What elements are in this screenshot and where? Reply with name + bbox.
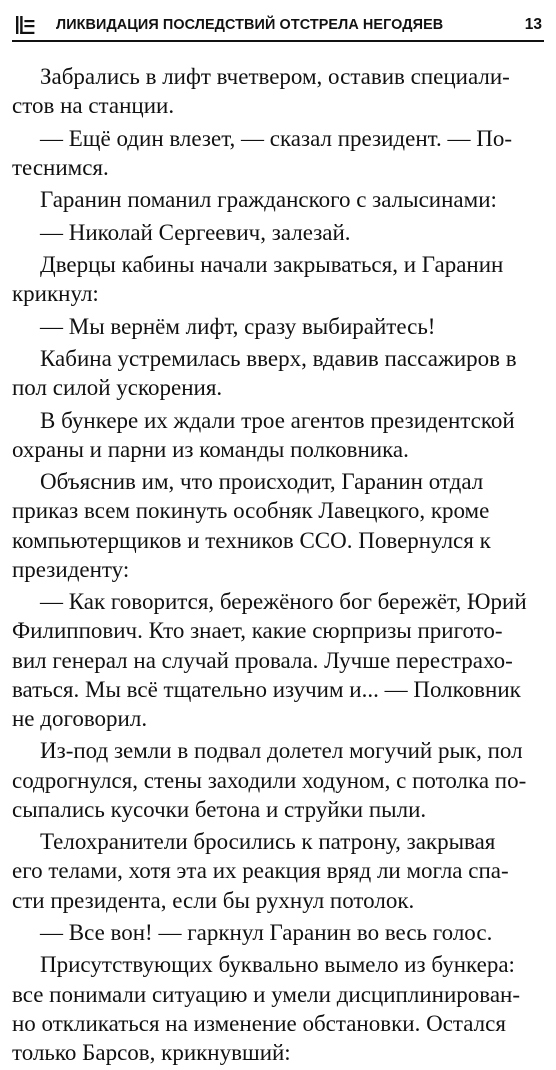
paragraph: Присутствующих буквально вымело из бункера: все понимали ситуацию и умели дисциплинирован- но откликаться на изменение обстановки. Остался только Барсов, крикнувший: xyxy=(12,952,520,1065)
paragraph: — Ещё один влезет, — сказал президент. — По- теснимся. xyxy=(12,125,512,180)
paragraph: — Николай Сергеевич, залезай. xyxy=(40,219,351,245)
book-logo-icon xyxy=(15,16,35,34)
paragraph: Забрались в лифт вчетвером, оставив специали- стов на станции. xyxy=(12,64,510,119)
running-title: ЛИКВИДАЦИЯ ПОСЛЕДСТВИЙ ОТСТРЕЛА НЕГОДЯЕВ xyxy=(56,17,444,33)
running-header xyxy=(12,10,544,42)
paragraph: Кабина устремилась вверх, вдавив пассажиров в пол силой ускорения. xyxy=(12,345,517,401)
paragraph: — Мы вернём лифт, сразу выбирайтесь! xyxy=(40,313,436,339)
book-text xyxy=(12,62,544,1070)
paragraph: Объяснив им, что происходит, Гаранин отдал приказ всем покинуть особняк Лавецкого, кроме компьютерщиков и техников ССО. Повернулся к президенту: xyxy=(12,469,491,582)
paragraph: Дверцы кабины начали закрываться, и Гаранин крикнул: xyxy=(12,251,504,307)
paragraph: Гаранин поманил гражданского с залысинами: xyxy=(40,187,497,213)
paragraph: В бункере их ждали трое агентов президентской охраны и парни из команды полковника. xyxy=(12,407,515,462)
paragraph: — Все вон! — гаркнул Гаранин во весь голос. xyxy=(40,919,493,945)
paragraph: Телохранители бросились к патрону, закрывая его телами, хотя эта их реакция вряд ли могла спа- сти президента, если бы рухнул потолок. xyxy=(12,829,509,913)
page-number: 13 xyxy=(524,16,542,33)
paragraph: Из-под земли в подвал долетел могучий рык, пол содрогнулся, стены заходили ходуном, с потолка по- сыпались кусочки бетона и струйки пыли. xyxy=(12,738,527,822)
paragraph: — Как говорится, бережёного бог бережёт, Юрий Филиппович. Кто знает, какие сюрпризы пригото- вил генерал на случай провала. Лучше перестрахо- ваться. Мы всё тщательно изучим и... — Полковник не договорил. xyxy=(12,589,527,731)
